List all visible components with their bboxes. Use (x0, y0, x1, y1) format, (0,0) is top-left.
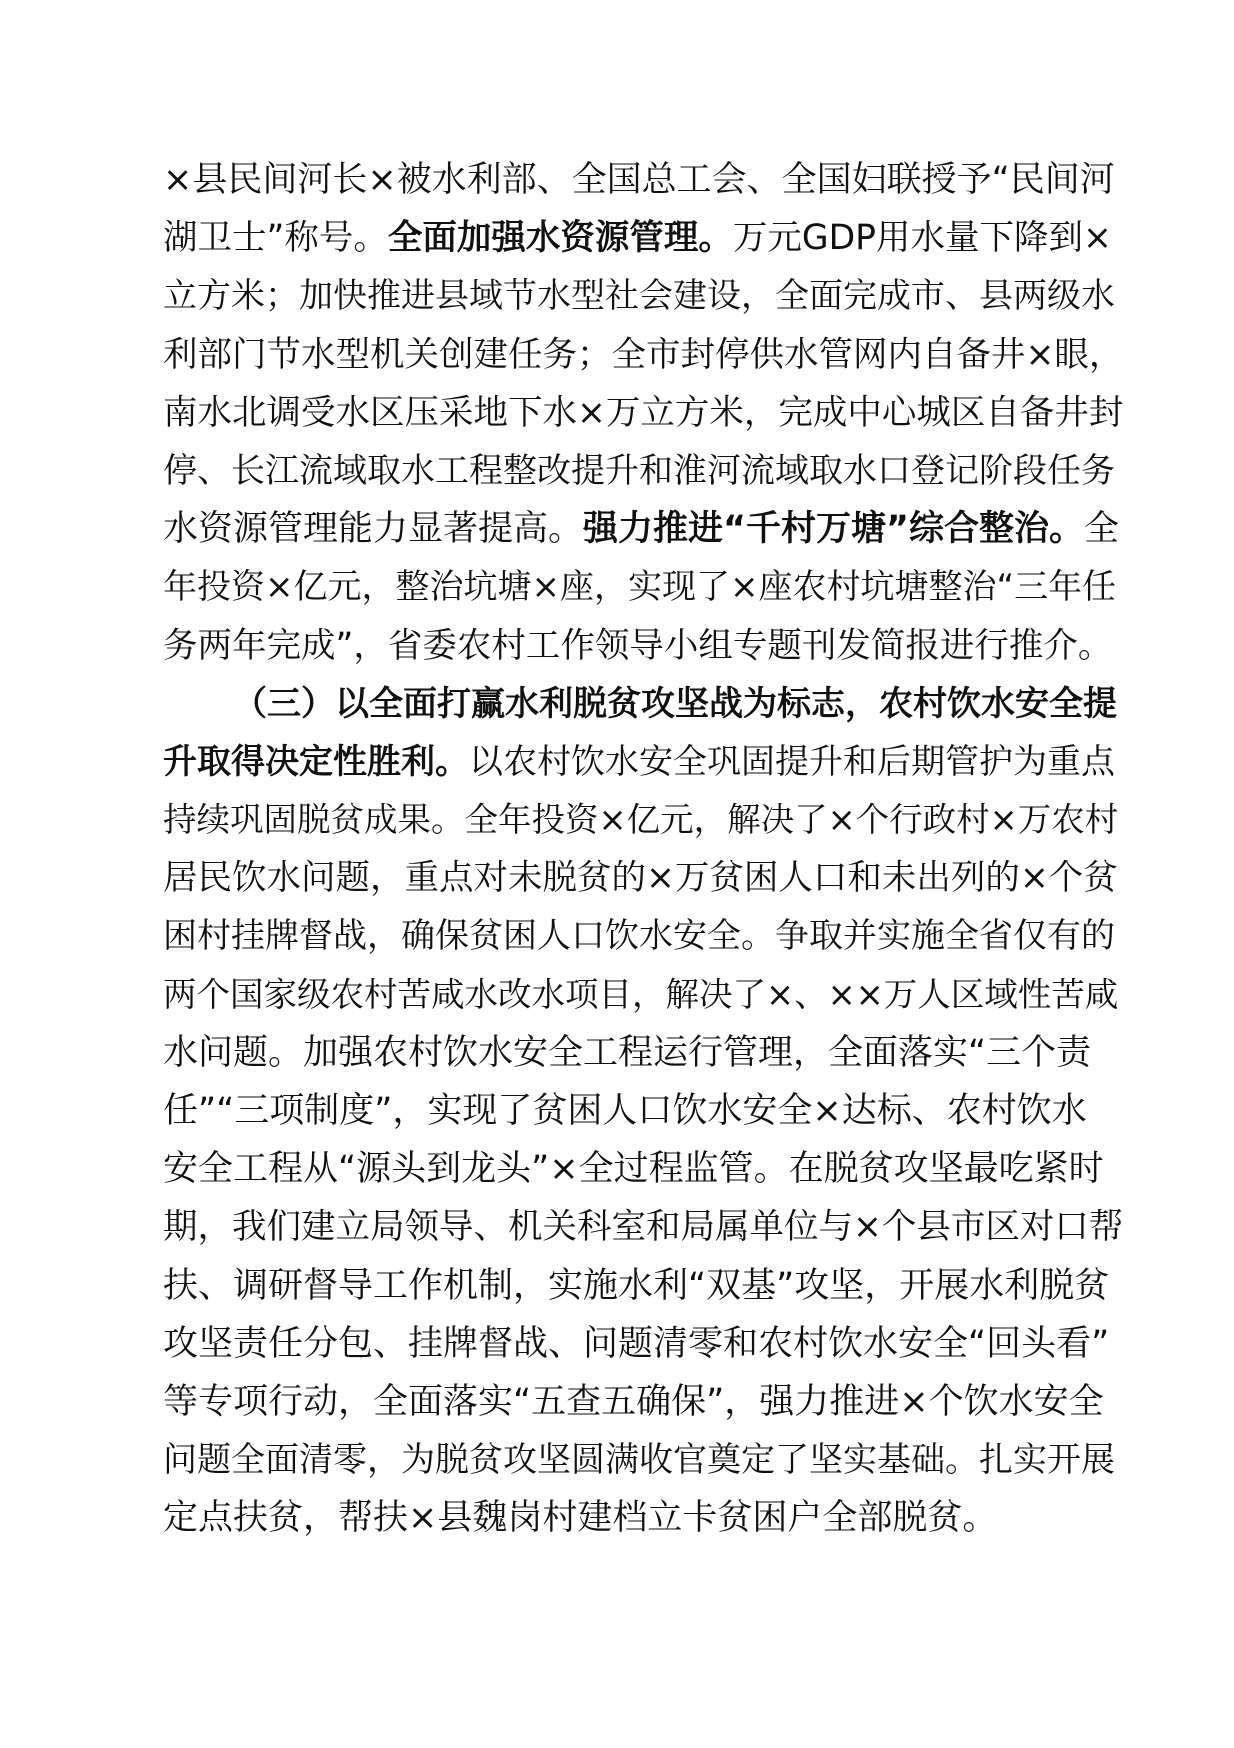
bold-text-segment: 强力推进“千村万塘”综合整治。 (583, 509, 1085, 550)
text-line (163, 500, 1123, 558)
text-line: 扶、调研督导工作机制，实施水利“双基”攻坚，开展水利脱贫 (163, 1265, 1110, 1306)
text-line (163, 209, 1123, 267)
text-line: 安全工程从“源头到龙头”×全过程监管。在脱贫攻坚最吃紧时 (163, 1149, 1104, 1190)
text-line: 南水北调受水区压采地下水×万立方米，完成中心城区自备井封 (163, 392, 1123, 433)
section-heading-line (163, 675, 1123, 733)
text-line: 期，我们建立局领导、机关科室和局属单位与×个县市区对口帮 (163, 1207, 1123, 1248)
text-segment: 湖卫士”称号。 (163, 218, 388, 259)
text-segment: 万元GDP用水量下降到× (732, 218, 1112, 259)
text-line: 居民饮水问题，重点对未脱贫的×万贫困人口和未出列的×个贫 (163, 858, 1118, 899)
text-line: 等专项行动，全面落实“五查五确保”，强力推进×个饮水安全 (163, 1381, 1104, 1422)
bold-text-segment: 全面加强水资源管理。 (387, 218, 733, 259)
text-line: 水问题。加强农村饮水安全工程运行管理，全面落实“三个责 (163, 1032, 1092, 1073)
text-line: 困村挂牌督战，确保贫困人口饮水安全。争取并实施全省仅有的 (163, 916, 1115, 957)
text-line: 停、长江流域取水工程整改提升和淮河流域取水口登记阶段任务 (163, 450, 1115, 491)
text-segment: 以农村饮水安全巩固提升和后期管护为重点 (469, 741, 1115, 782)
text-line: 定点扶贫，帮扶×县魏岗村建档立卡贫困户全部脱贫。 (163, 1498, 998, 1539)
body-text (163, 151, 1123, 1548)
text-line: 攻坚责任分包、挂牌督战、问题清零和农村饮水安全“回头看” (163, 1323, 1110, 1364)
text-line: 任”“三项制度”，实现了贫困人口饮水安全×达标、农村饮水 (163, 1091, 1087, 1131)
bold-text-segment: （三）以全面打赢水利脱贫攻坚战为标志，农村饮水安全提 (233, 683, 1117, 724)
text-line: 两个国家级农村苦咸水改水项目，解决了×、××万人区域性苦咸 (163, 974, 1119, 1014)
text-line: ×县民间河长×被水利部、全国总工会、全国妇联授予“民间河 (163, 160, 1115, 200)
text-segment: 水资源管理能力显著提高。 (163, 509, 584, 550)
text-line: 持续巩固脱贫成果。全年投资×亿元，解决了×个行政村×万农村 (163, 800, 1119, 840)
section-heading-line (163, 733, 1123, 791)
text-segment: 全 (1084, 509, 1120, 550)
bold-text-segment: 升取得决定性胜利。 (163, 741, 469, 782)
text-line: 年投资×亿元，整治坑塘×座，实现了×座农村坑塘整治“三年任 (163, 567, 1117, 608)
text-line: 立方米；加快推进县域节水型社会建设，全面完成市、县两级水 (163, 276, 1115, 317)
text-line: 务两年完成”，省委农村工作领导小组专题刊发简报进行推介。 (163, 625, 1113, 666)
text-line: 利部门节水型机关创建任务；全市封停供水管网内自备井×眼， (163, 334, 1123, 375)
text-line: 问题全面清零，为脱贫攻坚圆满收官奠定了坚实基础。扎实开展 (163, 1440, 1115, 1481)
